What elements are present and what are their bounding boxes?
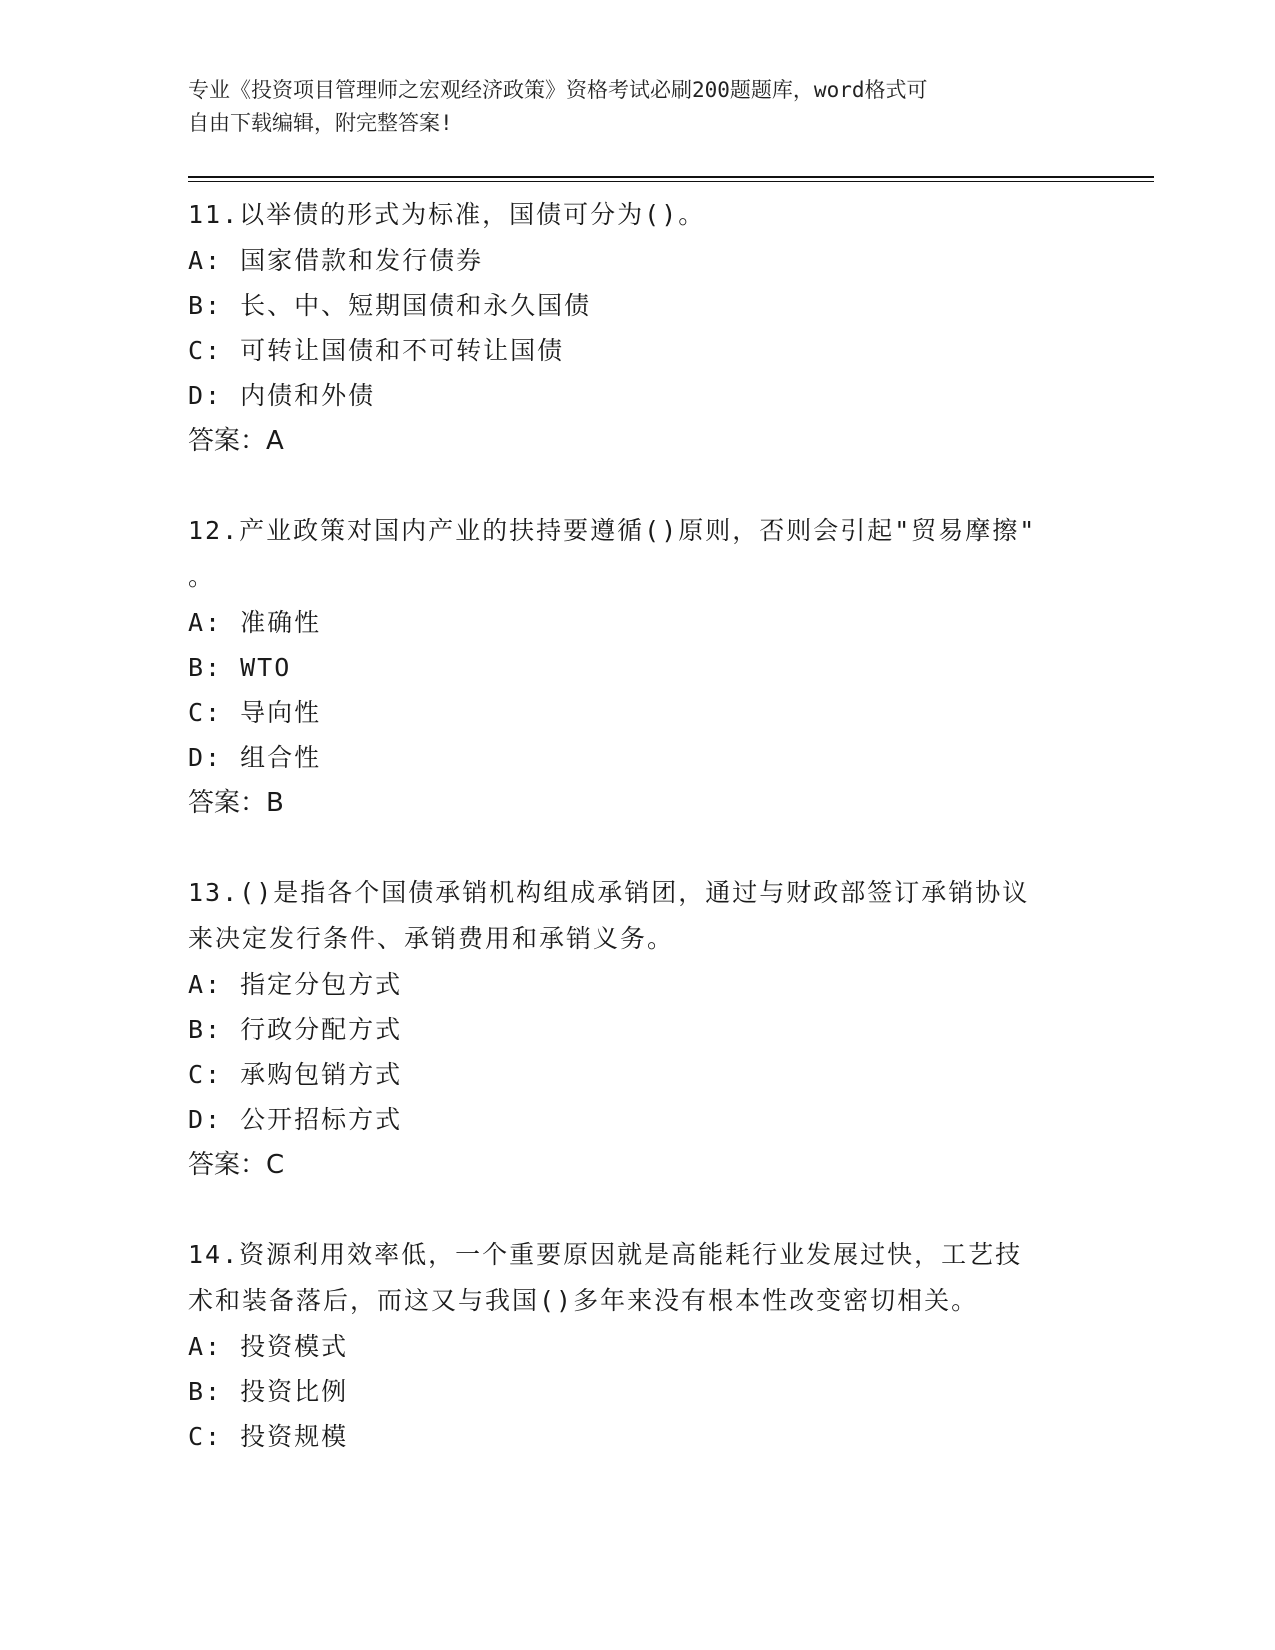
- option-c: [188, 690, 1088, 735]
- question-stem: 11.以举债的形式为标准，国债可分为()。: [188, 200, 706, 229]
- option-letter: C:: [188, 698, 223, 727]
- option-text: 可转让国债和不可转让国债: [240, 336, 565, 365]
- question-stem-continued: 术和装备落后，而这又与我国()多年来没有根本性改变密切相关。: [188, 1286, 979, 1315]
- option-c: [188, 1052, 1088, 1097]
- header-line-2: 自由下载编辑，附完整答案!: [188, 111, 453, 135]
- answer-line: 答案：C: [188, 1150, 285, 1180]
- option-text: 导向性: [240, 698, 322, 727]
- option-text: WTO: [240, 653, 292, 682]
- option-a: [188, 238, 1088, 283]
- option-text: 准确性: [240, 608, 322, 637]
- question-list: [188, 192, 1088, 1503]
- option-letter: A:: [188, 970, 223, 999]
- option-letter: B:: [188, 1377, 223, 1406]
- question-stem: 14.资源利用效率低，一个重要原因就是高能耗行业发展过快，工艺技: [188, 1240, 1023, 1269]
- option-letter: A:: [188, 246, 223, 275]
- option-text: 行政分配方式: [240, 1015, 403, 1044]
- option-a: [188, 600, 1088, 645]
- option-letter: B:: [188, 653, 223, 682]
- option-a: [188, 962, 1088, 1007]
- option-d: [188, 373, 1088, 418]
- option-c: [188, 1414, 1088, 1459]
- option-text: 公开招标方式: [240, 1105, 403, 1134]
- option-letter: A:: [188, 1332, 223, 1361]
- option-letter: B:: [188, 291, 223, 320]
- option-b: [188, 1007, 1088, 1052]
- option-letter: D:: [188, 381, 223, 410]
- question-14: [188, 1232, 1088, 1459]
- question-stem-continued: 来决定发行条件、承销费用和承销义务。: [188, 924, 675, 953]
- option-text: 国家借款和发行债券: [240, 246, 484, 275]
- option-text: 投资比例: [240, 1377, 349, 1406]
- option-c: [188, 328, 1088, 373]
- option-text: 投资规模: [240, 1422, 349, 1451]
- option-letter: D:: [188, 1105, 223, 1134]
- question-13: [188, 870, 1088, 1188]
- option-text: 承购包销方式: [240, 1060, 403, 1089]
- option-letter: C:: [188, 1422, 223, 1451]
- option-b: [188, 1369, 1088, 1414]
- option-b: [188, 645, 1088, 690]
- option-b: [188, 283, 1088, 328]
- question-stem: 13.()是指各个国债承销机构组成承销团，通过与财政部签订承销协议: [188, 878, 1030, 907]
- option-d: [188, 1097, 1088, 1142]
- question-11: [188, 192, 1088, 464]
- option-letter: C:: [188, 1060, 223, 1089]
- option-letter: B:: [188, 1015, 223, 1044]
- header-divider-thick: [188, 176, 1154, 178]
- option-text: 投资模式: [240, 1332, 349, 1361]
- header-line-1: 专业《投资项目管理师之宏观经济政策》资格考试必刷200题题库，word格式可: [188, 78, 928, 102]
- option-a: [188, 1324, 1088, 1369]
- option-d: [188, 735, 1088, 780]
- answer-line: 答案：B: [188, 788, 284, 818]
- option-text: 指定分包方式: [240, 970, 403, 999]
- option-letter: A:: [188, 608, 223, 637]
- option-text: 内债和外债: [240, 381, 376, 410]
- answer-line: 答案：A: [188, 426, 284, 456]
- question-stem: 12.产业政策对国内产业的扶持要遵循()原则，否则会引起"贸易摩擦": [188, 516, 1037, 545]
- header-divider-thin: [188, 181, 1154, 182]
- option-letter: D:: [188, 743, 223, 772]
- option-text: 长、中、短期国债和永久国债: [240, 291, 592, 320]
- question-stem-continued: 。: [188, 562, 216, 591]
- question-12: [188, 508, 1088, 826]
- document-header: [188, 74, 1068, 140]
- option-text: 组合性: [240, 743, 322, 772]
- option-letter: C:: [188, 336, 223, 365]
